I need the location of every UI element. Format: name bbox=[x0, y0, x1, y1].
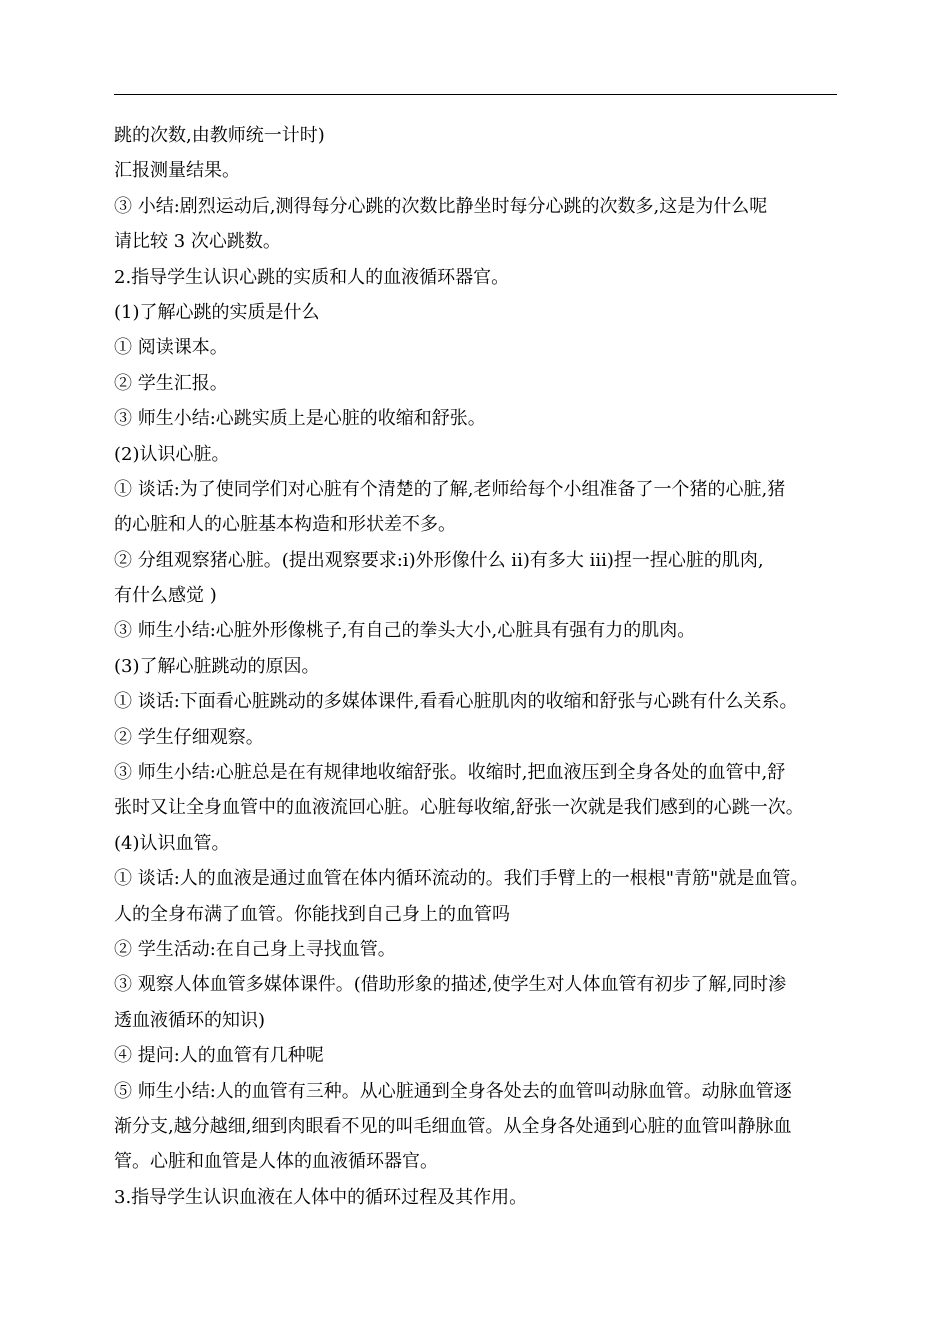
section-heading: 3.指导学生认识血液在人体中的循环过程及其作用。 bbox=[114, 1186, 528, 1208]
text-line: ⑤ 师生小结:人的血管有三种。从心脏通到全身各处去的血管叫动脉血管。动脉血管逐 bbox=[114, 1080, 792, 1102]
text-line: ③ 师生小结:心跳实质上是心脏的收缩和舒张。 bbox=[114, 408, 486, 430]
header-rule bbox=[114, 94, 837, 95]
text-line: 汇报测量结果。 bbox=[114, 160, 240, 182]
text-line: 张时又让全身血管中的血液流回心脏。心脏每收缩,舒张一次就是我们感到的心跳一次。 bbox=[114, 797, 804, 819]
subsection-heading: (2)认识心脏。 bbox=[114, 443, 230, 465]
subsection-heading: (3)了解心脏跳动的原因。 bbox=[114, 655, 320, 677]
text-line: ④ 提问:人的血管有几种呢 bbox=[114, 1045, 324, 1067]
text-line: 请比较 3 次心跳数。 bbox=[114, 231, 281, 253]
text-line: 跳的次数,由教师统一计时) bbox=[114, 125, 325, 146]
text-line: ② 学生汇报。 bbox=[114, 372, 228, 394]
text-line: ② 学生仔细观察。 bbox=[114, 726, 264, 748]
text-line: ① 谈话:下面看心脏跳动的多媒体课件,看看心脏肌肉的收缩和舒张与心跳有什么关系。 bbox=[114, 691, 798, 713]
text-line: 有什么感觉 ) bbox=[114, 585, 217, 607]
text-line: ① 阅读课本。 bbox=[114, 337, 228, 359]
text-line: ③ 小结:剧烈运动后,测得每分心跳的次数比静坐时每分心跳的次数多,这是为什么呢 bbox=[114, 195, 768, 217]
text-line: ① 谈话:人的血液是通过血管在体内循环流动的。我们手臂上的一根根"青筋"就是血管。 bbox=[114, 868, 809, 890]
text-line: 透血液循环的知识) bbox=[114, 1009, 266, 1031]
text-line: ② 学生活动:在自己身上寻找血管。 bbox=[114, 938, 396, 960]
document-body bbox=[114, 118, 838, 1215]
text-line: 人的全身布满了血管。你能找到自己身上的血管吗 bbox=[114, 903, 510, 925]
text-line: ③ 师生小结:心脏总是在有规律地收缩舒张。收缩时,把血液压到全身各处的血管中,舒 bbox=[114, 762, 786, 784]
subsection-heading: (1)了解心跳的实质是什么 bbox=[114, 301, 320, 323]
section-heading: 2.指导学生认识心跳的实质和人的血液循环器官。 bbox=[114, 266, 510, 288]
text-line: ② 分组观察猪心脏。(提出观察要求:i)外形像什么 ii)有多大 iii)捏一捏心脏的肌肉, bbox=[114, 549, 764, 571]
text-line: ③ 观察人体血管多媒体课件。(借助形象的描述,使学生对人体血管有初步了解,同时渗 bbox=[114, 974, 787, 996]
text-line: 管。心脏和血管是人体的血液循环器官。 bbox=[114, 1151, 438, 1173]
text-line: 渐分支,越分越细,细到肉眼看不见的叫毛细血管。从全身各处通到心脏的血管叫静脉血 bbox=[114, 1115, 792, 1137]
text-line: 的心脏和人的心脏基本构造和形状差不多。 bbox=[114, 514, 456, 536]
text-line: ③ 师生小结:心脏外形像桃子,有自己的拳头大小,心脏具有强有力的肌肉。 bbox=[114, 620, 696, 642]
text-line: ① 谈话:为了使同学们对心脏有个清楚的了解,老师给每个小组准备了一个猪的心脏,猪 bbox=[114, 478, 786, 500]
subsection-heading: (4)认识血管。 bbox=[114, 832, 230, 854]
